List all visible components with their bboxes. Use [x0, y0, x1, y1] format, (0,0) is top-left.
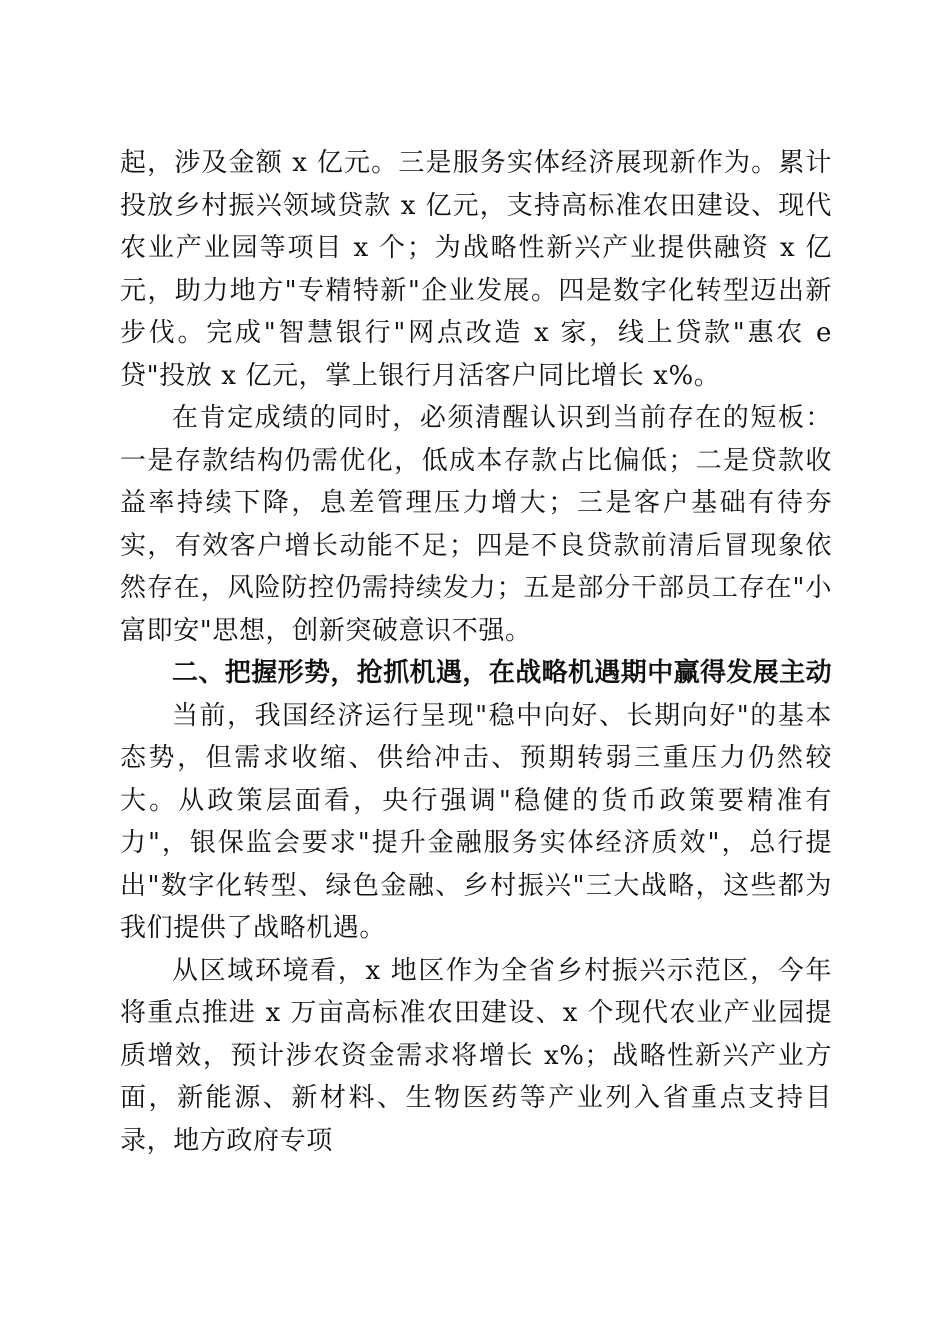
paragraph-macro-situation: 当前，我国经济运行呈现"稳中向好、长期向好"的基本态势，但需求收缩、供给冲击、预期转弱三重压力仍然较大。从政策层面看，央行强调"稳健的货币政策要精准有力"，银保监会要求"提升金融服务实体经济质效"，总行提出"数字化转型、绿色金融、乡村振兴"三大战略，这些都为我们提供了战略机遇。 — [120, 700, 832, 943]
paragraph-shortcomings: 在肯定成绩的同时，必须清醒认识到当前存在的短板：一是存款结构仍需优化，低成本存款占比偏低；二是贷款收益率持续下降，息差管理压力增大；三是客户基础有待夯实，有效客户增长动能不足；四是不良贷款前清后冒现象依然存在，风险防控仍需持续发力；五是部分干部员工存在"小富即安"思想，创新突破意识不强。 — [120, 403, 832, 646]
paragraph-regional-environment: 从区域环境看，x 地区作为全省乡村振兴示范区，今年将重点推进 x 万亩高标准农田建设、x 个现代农业产业园提质增效，预计涉农资金需求将增长 x%；战略性新兴产业方面，新能源、新材料、生物医药等产业列入省重点支持目录，地方政府专项 — [120, 955, 832, 1156]
paragraph-achievements: 起，涉及金额 x 亿元。三是服务实体经济展现新作为。累计投放乡村振兴领域贷款 x 亿元，支持高标准农田建设、现代农业产业园等项目 x 个；为战略性新兴产业提供融资 x 亿元，助力地方"专精特新"企业发展。四是数字化转型迈出新步伐。完成"智慧银行"网点改造 x 家，线上贷款"惠农 e 贷"投放 x 亿元，掌上银行月活客户同比增长 x%。 — [120, 148, 832, 391]
document-body — [120, 142, 832, 1162]
section-heading: 二、把握形势，抢抓机遇，在战略机遇期中赢得发展主动 — [172, 658, 833, 688]
